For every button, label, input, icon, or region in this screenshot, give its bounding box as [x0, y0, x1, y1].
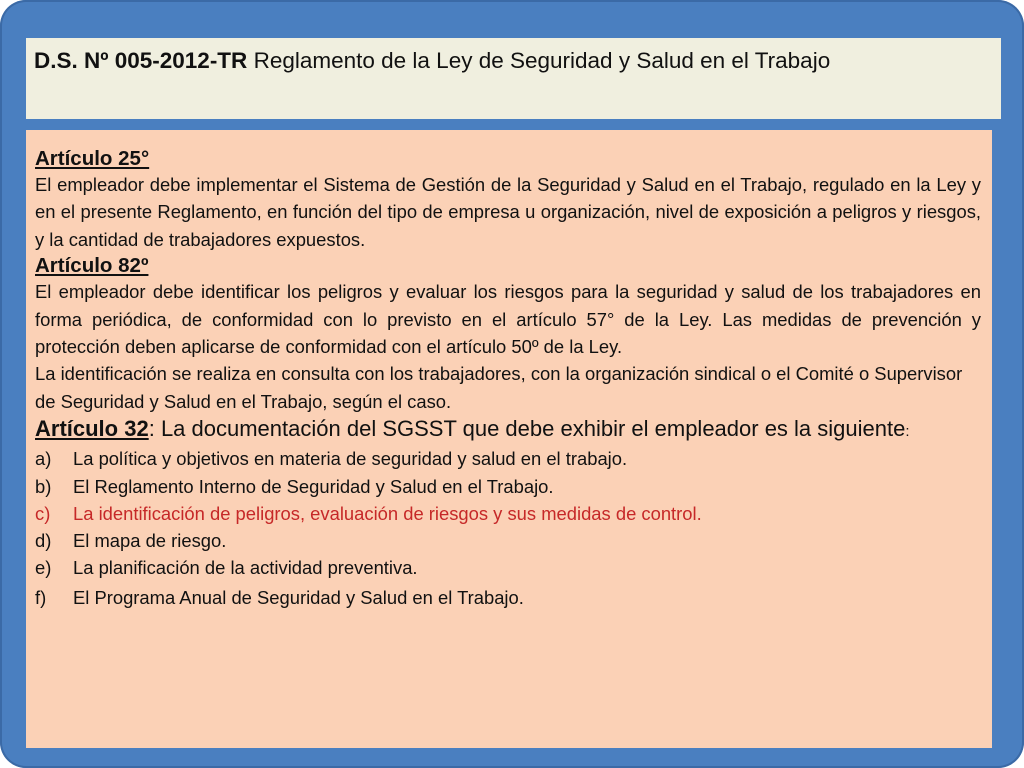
article-32-end: :	[905, 423, 910, 441]
list-item	[35, 527, 981, 554]
list-item-text: El Programa Anual de Seguridad y Salud en el Trabajo.	[73, 586, 524, 608]
list-item-highlighted	[35, 500, 981, 527]
list-marker: c)	[35, 502, 51, 524]
article-32-colon: :	[148, 416, 155, 442]
list-item-text: La identificación de peligros, evaluación de riesgos y sus medidas de control.	[73, 502, 702, 524]
list-item-text: El mapa de riesgo.	[73, 530, 227, 552]
list-item	[35, 445, 981, 472]
content-body	[35, 146, 981, 611]
list-item	[35, 554, 981, 581]
title-bold: D.S. Nº 005-2012-TR	[34, 48, 248, 73]
article-25-body: El empleador debe implementar el Sistema de Gestión de la Seguridad y Salud en el Trabajo, regulado en la Ley y en el presente Reglamento, en función del tipo de empresa u organización, nivel de exposición a peligros y riesgos, y la cantidad de trabajadores expuestos.	[35, 174, 981, 250]
article-25-heading: Artículo 25°	[35, 147, 150, 170]
documentation-list	[35, 445, 981, 611]
list-item-text: La política y objetivos en materia de seguridad y salud en el trabajo.	[73, 448, 628, 470]
article-82-body: El empleador debe identificar los peligros y evaluar los riesgos para la seguridad y salud de los trabajadores en forma periódica, de conformidad con lo previsto en el artículo 57° de la Ley. Las medidas de prevención y protección deben aplicarse de conformidad con el artículo 50º de la Ley.	[35, 281, 981, 358]
list-marker: f)	[35, 586, 47, 608]
list-item	[35, 473, 981, 500]
slide-title	[34, 48, 830, 74]
article-82-heading: Artículo 82º	[35, 254, 149, 278]
article-32-text: La documentación del SGSST que debe exhibir el empleador es la siguiente	[154, 416, 906, 442]
list-item-text: El Reglamento Interno de Seguridad y Salud en el Trabajo.	[73, 475, 554, 497]
list-marker: d)	[35, 530, 52, 552]
list-item-text: La planificación de la actividad preventiva.	[73, 557, 418, 579]
list-marker: a)	[35, 448, 52, 470]
article-32-heading: Artículo 32	[35, 416, 149, 442]
article-32-intro	[35, 415, 981, 445]
list-marker: b)	[35, 475, 52, 497]
article-82-body-2: La identificación se realiza en consulta con los trabajadores, con la organización sindical o el Comité o Supervisor de Seguridad y Salud en el Trabajo, según el caso.	[35, 363, 963, 412]
list-item	[35, 584, 981, 611]
title-rest: Reglamento de la Ley de Seguridad y Salud en el Trabajo	[247, 48, 831, 73]
list-marker: e)	[35, 557, 52, 579]
